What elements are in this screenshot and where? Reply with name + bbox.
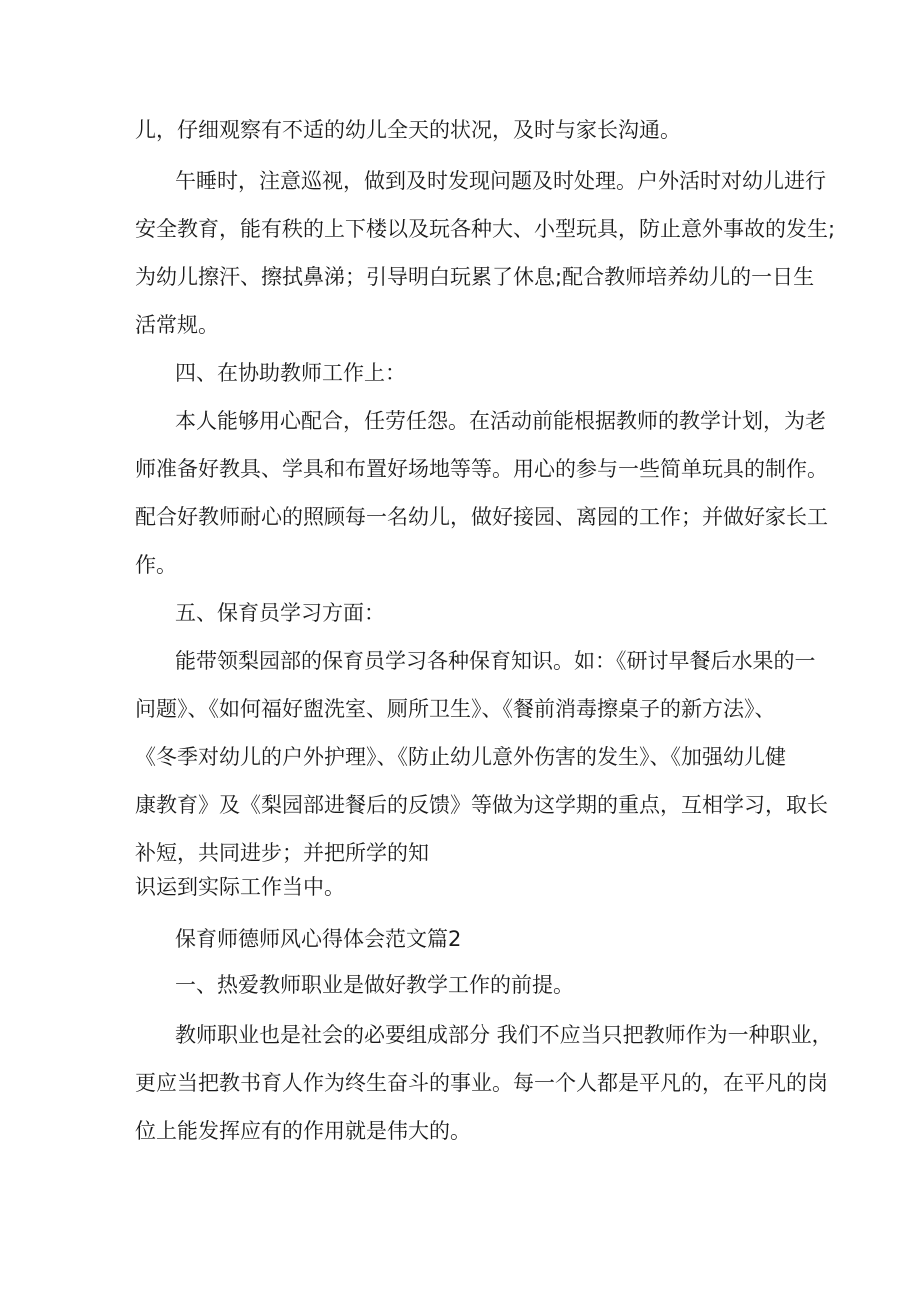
paragraph-line: 康教育》及《梨园部进餐后的反馈》等做为这学期的重点，互相学习，取长 [135,793,828,817]
paragraph-line: 位上能发挥应有的作用就是伟大的。 [135,1119,471,1143]
paragraph-line: 作。 [135,553,177,577]
section-heading: 四、在协助教师工作上： [175,361,406,385]
article-title: 保育师德师风心得体会范文篇2 [175,927,462,951]
paragraph-line: 《冬季对幼儿的户外护理》、《防止幼儿意外伤害的发生》、《加强幼儿健 [135,745,786,769]
section-heading: 一、热爱教师职业是做好教学工作的前提。 [175,973,574,997]
paragraph-line: 安全教育，能有秩的上下楼以及玩各种大、小型玩具，防止意外事故的发生; [135,217,836,241]
paragraph-line: 教师职业也是社会的必要组成部分 我们不应当只把教师作为一种职业， [175,1023,833,1047]
paragraph-line: 补短，共同进步；并把所学的知 [135,841,429,865]
paragraph-line: 识运到实际工作当中。 [135,875,345,899]
paragraph-line: 配合好教师耐心的照顾每一名幼儿，做好接园、离园的工作；并做好家长工 [135,505,828,529]
paragraph-line: 师准备好教具、学具和布置好场地等等。用心的参与一些简单玩具的制作。 [135,457,828,481]
paragraph-line: 午睡时，注意巡视，做到及时发现问题及时处理。户外活时对幼儿进行 [175,169,826,193]
section-heading: 五、保育员学习方面： [175,601,385,625]
paragraph-line: 更应当把教书育人作为终生奋斗的事业。每一个人都是平凡的，在平凡的岗 [135,1071,828,1095]
paragraph-line: 问题》、《如何福好盥洗室、厕所卫生》、《餐前消毒擦桌子的新方法》、 [135,697,776,721]
paragraph-line: 活常规。 [135,313,219,337]
paragraph-line: 能带领梨园部的保育员学习各种保育知识。如：《研讨早餐后水果的一 [175,649,816,673]
paragraph-line: 为幼儿擦汗、擦拭鼻涕；引导明白玩累了休息;配合教师培养幼儿的一日生 [135,265,815,289]
paragraph-line: 儿，仔细观察有不适的幼儿全天的状况，及时与家长沟通。 [135,118,681,142]
paragraph-line: 本人能够用心配合，任劳任怨。在活动前能根据教师的教学计划，为老 [175,409,826,433]
